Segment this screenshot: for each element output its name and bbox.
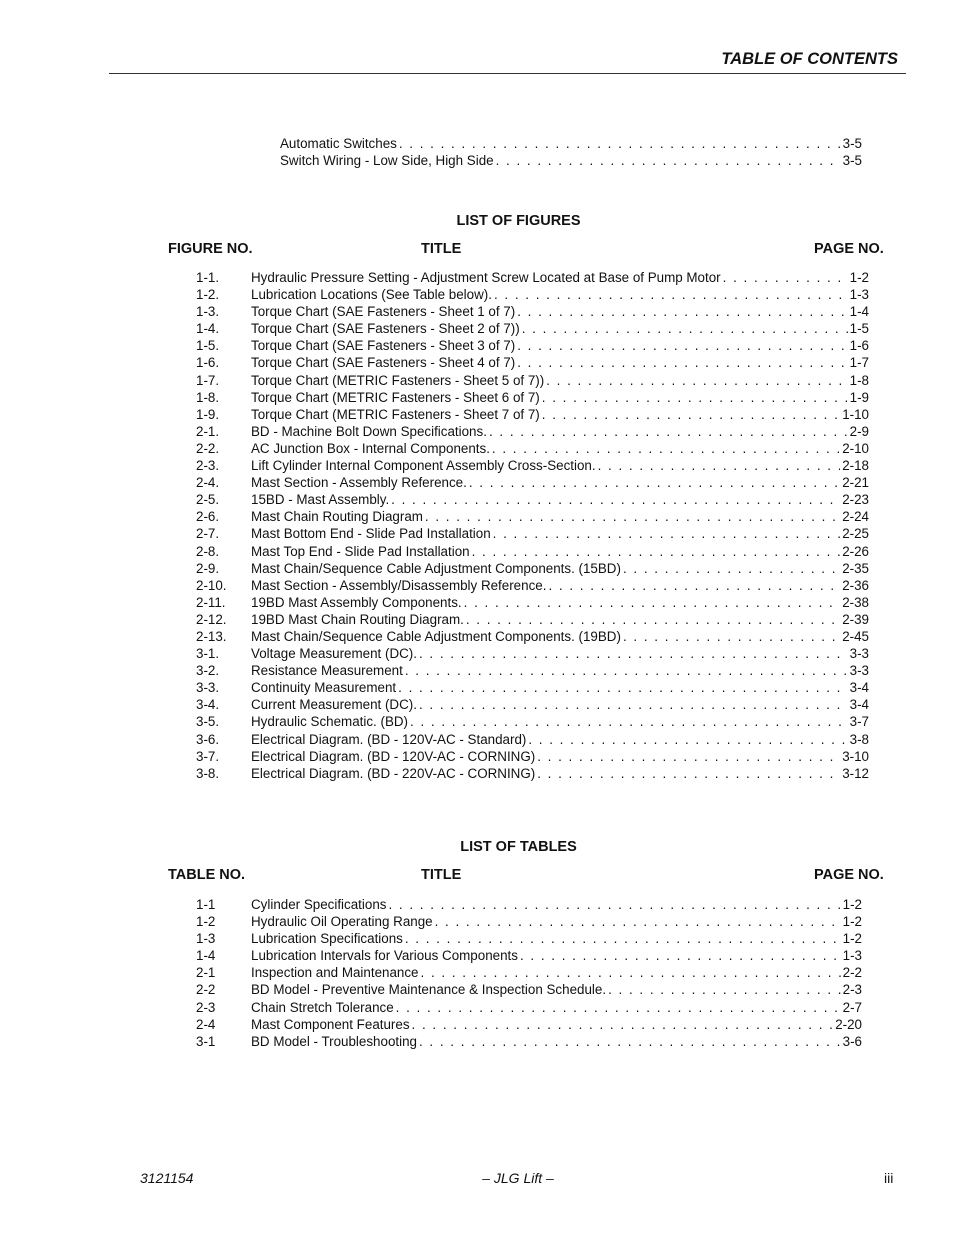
entry-title: Mast Section - Assembly/Disassembly Reference. <box>251 577 547 593</box>
figure-no-column-header: FIGURE NO. <box>168 241 253 257</box>
figure-entry[interactable] <box>196 766 869 783</box>
dot-leader <box>492 441 840 456</box>
entry-page: 3-5 <box>842 153 862 169</box>
entry-title: Torque Chart (METRIC Fasteners - Sheet 5 of 7)) <box>251 372 545 388</box>
entry-title: Mast Chain Routing Diagram <box>251 509 423 525</box>
table-entry[interactable] <box>196 931 862 948</box>
entry-title: Mast Bottom End - Slide Pad Installation <box>251 526 491 542</box>
entry-number: 1-2 <box>196 914 216 930</box>
page-header-title: TABLE OF CONTENTS <box>721 50 898 68</box>
entry-number: 1-9. <box>196 406 220 422</box>
entry-number: 2-8. <box>196 543 220 559</box>
entry-page: 1-5 <box>849 321 869 337</box>
entry-page: 3-10 <box>842 748 869 764</box>
entry-number: 2-6. <box>196 509 220 525</box>
figure-entry[interactable] <box>196 509 869 526</box>
entry-title: AC Junction Box - Internal Components. <box>251 440 490 456</box>
figure-entry[interactable] <box>196 663 869 680</box>
entry-page: 1-7 <box>849 355 869 371</box>
entry-title: Torque Chart (SAE Fasteners - Sheet 2 of 7)) <box>251 321 520 337</box>
entry-page: 2-2 <box>842 965 862 981</box>
figure-entry[interactable] <box>196 749 869 766</box>
figure-entry[interactable] <box>196 373 869 390</box>
entry-number: 3-6. <box>196 731 220 747</box>
toc-entry[interactable] <box>280 153 862 170</box>
dot-leader <box>435 914 841 929</box>
dot-leader <box>396 1000 841 1015</box>
dot-leader <box>464 595 841 610</box>
entry-title: Resistance Measurement <box>251 663 403 679</box>
entry-number: 2-2 <box>196 982 216 998</box>
entry-number: 2-1. <box>196 423 220 439</box>
dot-leader <box>723 270 848 285</box>
entry-page: 2-35 <box>842 560 869 576</box>
entry-number: 2-4. <box>196 475 220 491</box>
dot-leader <box>598 458 841 473</box>
dot-leader <box>517 338 847 353</box>
entry-page: 1-8 <box>849 372 869 388</box>
entry-title: Inspection and Maintenance <box>251 965 419 981</box>
footer-page-number: iii <box>884 1170 894 1186</box>
entry-title: Torque Chart (METRIC Fasteners - Sheet 7 of 7) <box>251 406 540 422</box>
entry-title: Mast Section - Assembly Reference. <box>251 475 467 491</box>
entry-title: Chain Stretch Tolerance <box>251 999 394 1015</box>
figure-title-column-header: TITLE <box>421 241 462 257</box>
entry-number: 1-1. <box>196 270 220 285</box>
entry-number: 2-3 <box>196 999 216 1015</box>
entry-page: 1-2 <box>849 270 869 285</box>
entry-number: 3-8. <box>196 765 220 781</box>
figure-entry[interactable] <box>196 561 869 578</box>
figure-entry[interactable] <box>196 595 869 612</box>
figure-entry[interactable] <box>196 287 869 304</box>
entry-number: 3-5. <box>196 714 220 730</box>
entry-title: 15BD - Mast Assembly. <box>251 492 390 508</box>
dot-leader <box>472 544 841 559</box>
entry-title: Torque Chart (SAE Fasteners - Sheet 1 of 7) <box>251 304 516 320</box>
entry-page: 1-9 <box>849 389 869 405</box>
entry-number: 1-4. <box>196 321 220 337</box>
entry-page: 2-3 <box>842 982 862 998</box>
table-title-column-header: TITLE <box>421 867 462 883</box>
entry-page: 3-4 <box>849 697 869 713</box>
dot-leader <box>410 714 848 729</box>
figure-entry[interactable] <box>196 612 869 629</box>
continued-toc-list <box>280 136 862 170</box>
entry-number: 2-3. <box>196 458 220 474</box>
figure-entry[interactable] <box>196 304 869 321</box>
entry-title: Mast Chain/Sequence Cable Adjustment Components. (19BD) <box>251 628 621 644</box>
dot-leader <box>391 492 840 507</box>
header-rule <box>109 73 906 74</box>
entry-number: 1-8. <box>196 389 220 405</box>
entry-number: 2-4 <box>196 1016 216 1032</box>
dot-leader <box>469 475 840 490</box>
dot-leader <box>546 373 847 388</box>
entry-title: BD Model - Troubleshooting <box>251 1033 417 1049</box>
figure-entry[interactable] <box>196 526 869 543</box>
dot-leader <box>623 561 840 576</box>
entry-title: Hydraulic Schematic. (BD) <box>251 714 409 730</box>
figure-entry[interactable] <box>196 407 869 424</box>
entry-page: 2-7 <box>842 999 862 1015</box>
entry-page: 1-6 <box>849 338 869 354</box>
entry-title: Automatic Switches <box>280 136 397 151</box>
entry-number: 2-5. <box>196 492 220 508</box>
entry-number: 1-4 <box>196 948 216 964</box>
table-page-column-header: PAGE NO. <box>814 867 884 883</box>
dot-leader <box>517 355 847 370</box>
entry-title: 19BD Mast Assembly Components. <box>251 594 462 610</box>
entry-title: Mast Top End - Slide Pad Installation <box>251 543 470 559</box>
entry-number: 1-3. <box>196 304 220 320</box>
list-of-tables-heading: LIST OF TABLES <box>460 839 577 855</box>
entry-page: 1-2 <box>842 931 862 947</box>
figure-entry[interactable] <box>196 390 869 407</box>
entry-page: 2-25 <box>842 526 869 542</box>
entry-page: 3-4 <box>849 680 869 696</box>
figure-entry[interactable] <box>196 646 869 663</box>
entry-page: 1-2 <box>842 897 862 912</box>
entry-page: 2-9 <box>849 423 869 439</box>
dot-leader <box>489 424 848 439</box>
dot-leader <box>419 1034 841 1049</box>
figure-entry[interactable] <box>196 732 869 749</box>
figure-entry[interactable] <box>196 321 869 338</box>
entry-number: 1-1 <box>196 897 216 912</box>
entry-title: Lubrication Intervals for Various Components <box>251 948 518 964</box>
entry-title: BD Model - Preventive Maintenance & Inspection Schedule. <box>251 982 607 998</box>
entry-title: 19BD Mast Chain Routing Diagram. <box>251 611 464 627</box>
entry-page: 2-45 <box>842 628 869 644</box>
table-entry[interactable] <box>196 948 862 965</box>
entry-title: Current Measurement (DC). <box>251 697 417 713</box>
entry-number: 3-4. <box>196 697 220 713</box>
figure-entry[interactable] <box>196 475 869 492</box>
entry-title: Hydraulic Pressure Setting - Adjustment Screw Located at Base of Pump Motor <box>251 270 721 285</box>
entry-number: 1-5. <box>196 338 220 354</box>
entry-page: 2-39 <box>842 611 869 627</box>
dot-leader <box>399 136 841 151</box>
table-entry[interactable] <box>196 982 862 999</box>
entry-title: Voltage Measurement (DC). <box>251 646 417 662</box>
table-entry[interactable] <box>196 1034 862 1051</box>
dot-leader <box>388 897 840 912</box>
dot-leader <box>520 948 841 963</box>
entry-number: 2-11. <box>196 594 226 610</box>
dot-leader <box>522 321 848 336</box>
dot-leader <box>412 1017 834 1032</box>
dot-leader <box>528 732 847 747</box>
table-entry[interactable] <box>196 1000 862 1017</box>
dot-leader <box>425 509 840 524</box>
entry-number: 2-1 <box>196 965 216 981</box>
entry-page: 1-3 <box>849 287 869 303</box>
entry-page: 2-10 <box>842 440 869 456</box>
entry-title: Torque Chart (SAE Fasteners - Sheet 4 of 7) <box>251 355 516 371</box>
entry-title: Electrical Diagram. (BD - 120V-AC - CORNING) <box>251 748 536 764</box>
figure-entry[interactable] <box>196 544 869 561</box>
dot-leader <box>398 680 848 695</box>
entry-page: 2-36 <box>842 577 869 593</box>
entry-page: 2-18 <box>842 458 869 474</box>
table-no-column-header: TABLE NO. <box>168 867 246 883</box>
toc-entry[interactable] <box>280 136 862 153</box>
entry-title: Lift Cylinder Internal Component Assembly Cross-Section. <box>251 458 596 474</box>
entry-number: 2-9. <box>196 560 220 576</box>
entry-page: 2-26 <box>842 543 869 559</box>
figure-entry[interactable] <box>196 714 869 731</box>
figure-entry[interactable] <box>196 578 869 595</box>
entry-page: 1-10 <box>842 406 869 422</box>
entry-title: BD - Machine Bolt Down Specifications. <box>251 423 487 439</box>
figure-entry[interactable] <box>196 492 869 509</box>
dot-leader <box>494 287 848 302</box>
entry-number: 1-2. <box>196 287 220 303</box>
dot-leader <box>548 578 840 593</box>
dot-leader <box>405 663 848 678</box>
entry-title: Lubrication Locations (See Table below). <box>251 287 492 303</box>
entry-number: 2-7. <box>196 526 220 542</box>
entry-number: 3-2. <box>196 663 220 679</box>
entry-number: 3-1 <box>196 1033 216 1049</box>
entry-title: Switch Wiring - Low Side, High Side <box>280 153 494 169</box>
entry-page: 1-4 <box>849 304 869 320</box>
entry-page: 3-3 <box>849 646 869 662</box>
dot-leader <box>517 304 847 319</box>
entry-page: 1-3 <box>842 948 862 964</box>
entry-page: 1-2 <box>842 914 862 930</box>
entry-page: 2-23 <box>842 492 869 508</box>
dot-leader <box>419 697 848 712</box>
entry-page: 3-7 <box>849 714 869 730</box>
figure-entry[interactable] <box>196 680 869 697</box>
dot-leader <box>537 766 840 781</box>
entry-title: Cylinder Specifications <box>251 897 387 912</box>
figure-entry[interactable] <box>196 458 869 475</box>
list-of-tables <box>196 897 862 1051</box>
entry-title: Torque Chart (SAE Fasteners - Sheet 3 of 7) <box>251 338 516 354</box>
table-entry[interactable] <box>196 914 862 931</box>
entry-number: 3-7. <box>196 748 220 764</box>
dot-leader <box>542 407 840 422</box>
entry-number: 1-3 <box>196 931 216 947</box>
dot-leader <box>421 965 841 980</box>
footer-doc-number: 3121154 <box>140 1170 194 1186</box>
figure-page-column-header: PAGE NO. <box>814 241 884 257</box>
entry-title: Hydraulic Oil Operating Range <box>251 914 433 930</box>
dot-leader <box>537 749 840 764</box>
entry-page: 3-12 <box>842 765 869 781</box>
entry-number: 1-6. <box>196 355 220 371</box>
dot-leader <box>623 629 840 644</box>
dot-leader <box>496 153 841 168</box>
entry-number: 2-2. <box>196 440 220 456</box>
dot-leader <box>493 526 841 541</box>
dot-leader <box>419 646 848 661</box>
entry-title: Mast Component Features <box>251 1016 410 1032</box>
figure-entry[interactable] <box>196 355 869 372</box>
entry-title: Electrical Diagram. (BD - 120V-AC - Standard) <box>251 731 527 747</box>
entry-page: 3-3 <box>849 663 869 679</box>
entry-title: Electrical Diagram. (BD - 220V-AC - CORNING) <box>251 765 536 781</box>
entry-number: 1-7. <box>196 372 220 388</box>
figure-entry[interactable] <box>196 629 869 646</box>
entry-number: 2-12. <box>196 611 227 627</box>
figure-entry[interactable] <box>196 697 869 714</box>
entry-page: 2-20 <box>835 1016 862 1032</box>
table-entry[interactable] <box>196 1017 862 1034</box>
entry-page: 3-5 <box>842 136 862 151</box>
dot-leader <box>608 982 841 997</box>
figure-entry[interactable] <box>196 270 869 287</box>
entry-title: Mast Chain/Sequence Cable Adjustment Components. (15BD) <box>251 560 621 576</box>
entry-number: 3-3. <box>196 680 220 696</box>
dot-leader <box>466 612 840 627</box>
list-of-figures-heading: LIST OF FIGURES <box>456 213 581 229</box>
entry-page: 3-8 <box>849 731 869 747</box>
dot-leader <box>542 390 848 405</box>
figure-entry[interactable] <box>196 338 869 355</box>
entry-number: 3-1. <box>196 646 220 662</box>
footer-center-text: – JLG Lift – <box>482 1170 554 1186</box>
figure-entry[interactable] <box>196 441 869 458</box>
entry-page: 2-21 <box>842 475 869 491</box>
entry-title: Continuity Measurement <box>251 680 397 696</box>
entry-page: 2-38 <box>842 594 869 610</box>
list-of-figures <box>196 270 869 783</box>
entry-title: Torque Chart (METRIC Fasteners - Sheet 6 of 7) <box>251 389 540 405</box>
dot-leader <box>405 931 841 946</box>
table-entry[interactable] <box>196 965 862 982</box>
entry-number: 2-10. <box>196 577 227 593</box>
entry-page: 3-6 <box>842 1033 862 1049</box>
entry-page: 2-24 <box>842 509 869 525</box>
entry-number: 2-13. <box>196 628 227 644</box>
table-entry[interactable] <box>196 897 862 914</box>
entry-title: Lubrication Specifications <box>251 931 403 947</box>
figure-entry[interactable] <box>196 424 869 441</box>
